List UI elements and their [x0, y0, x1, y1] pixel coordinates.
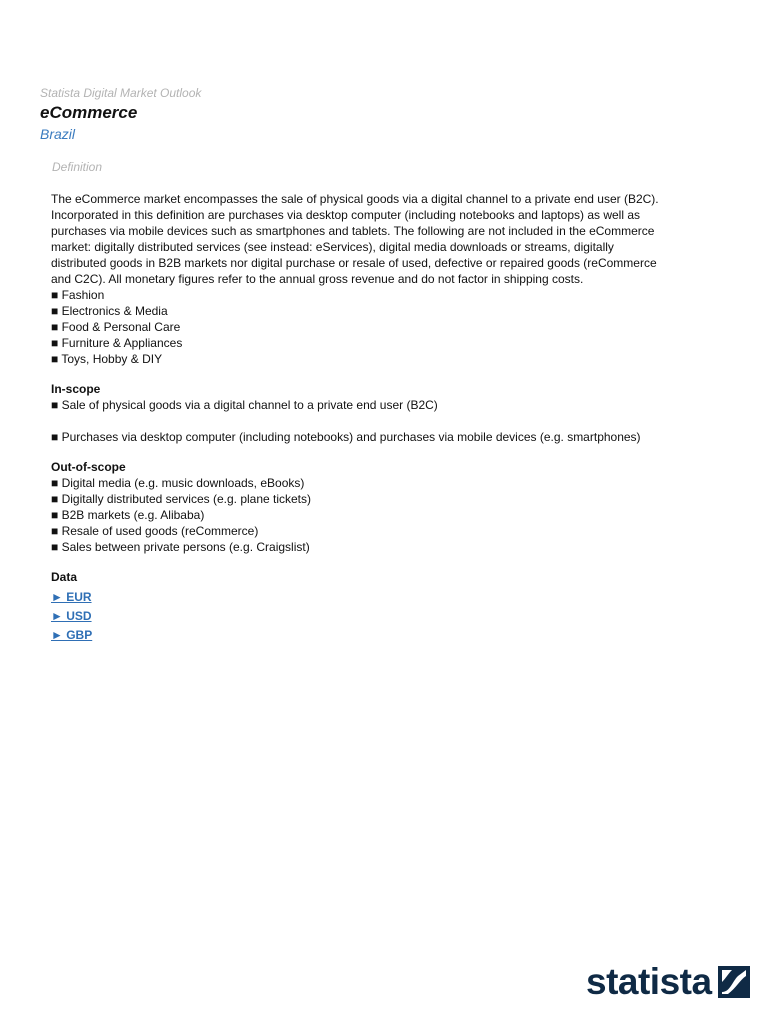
segment-item: ■ Electronics & Media	[51, 304, 168, 318]
segment-item: ■ Food & Personal Care	[51, 320, 181, 334]
in-scope-item: ■ Sale of physical goods via a digital channel to a private end user (B2C)	[51, 398, 438, 412]
content	[51, 191, 711, 645]
out-of-scope-item: ■ Sales between private persons (e.g. Craigslist)	[51, 540, 310, 554]
page-title: eCommerce	[40, 103, 138, 122]
out-of-scope-item: ■ Resale of used goods (reCommerce)	[51, 524, 259, 538]
segment-item: ■ Toys, Hobby & DIY	[51, 352, 163, 366]
definition-line: purchases via mobile devices such as smartphones and tablets. The following are not included in the eCommerce	[51, 224, 655, 238]
out-of-scope-heading: Out-of-scope	[51, 460, 126, 474]
segment-list	[51, 287, 711, 367]
statista-mark-icon	[718, 966, 750, 998]
source-label: Statista Digital Market Outlook	[40, 86, 202, 100]
out-of-scope-item: ■ Digital media (e.g. music downloads, eBooks)	[51, 476, 305, 490]
region-label: Brazil	[40, 126, 76, 142]
in-scope-item: ■ Purchases via desktop computer (including notebooks) and purchases via mobile devices (e.g. smartphones)	[51, 430, 641, 444]
out-of-scope-item: ■ Digitally distributed services (e.g. plane tickets)	[51, 492, 312, 506]
definition-line: and C2C). All monetary figures refer to the annual gross revenue and do not factor in shipping costs.	[51, 272, 584, 286]
definition-label: Definition	[52, 160, 103, 174]
logo-text: statista	[586, 961, 712, 1002]
definition-line: market: digitally distributed services (see instead: eServices), digital media downloads or streams, digitally	[51, 240, 614, 254]
eur-link[interactable]: ► EUR	[51, 590, 92, 604]
segment-item: ■ Fashion	[51, 288, 105, 302]
statista-logo	[586, 962, 750, 1002]
spacer	[51, 413, 711, 429]
definition-paragraph	[51, 191, 711, 287]
definition-line: The eCommerce market encompasses the sale of physical goods via a digital channel to a private end user (B2C).	[51, 192, 659, 206]
out-of-scope-item: ■ B2B markets (e.g. Alibaba)	[51, 508, 205, 522]
out-of-scope-list	[51, 475, 711, 555]
data-heading: Data	[51, 570, 78, 584]
definition-line: Incorporated in this definition are purchases via desktop computer (including notebooks and laptops) as well as	[51, 208, 641, 222]
segment-item: ■ Furniture & Appliances	[51, 336, 183, 350]
currency-links	[51, 588, 711, 645]
definition-line: distributed goods in B2B markets nor digital purchase or resale of used, defective or repaired goods (reCommerce	[51, 256, 657, 270]
gbp-link[interactable]: ► GBP	[51, 628, 93, 642]
in-scope-heading: In-scope	[51, 382, 101, 396]
usd-link[interactable]: ► USD	[51, 609, 92, 623]
in-scope-list	[51, 397, 711, 445]
